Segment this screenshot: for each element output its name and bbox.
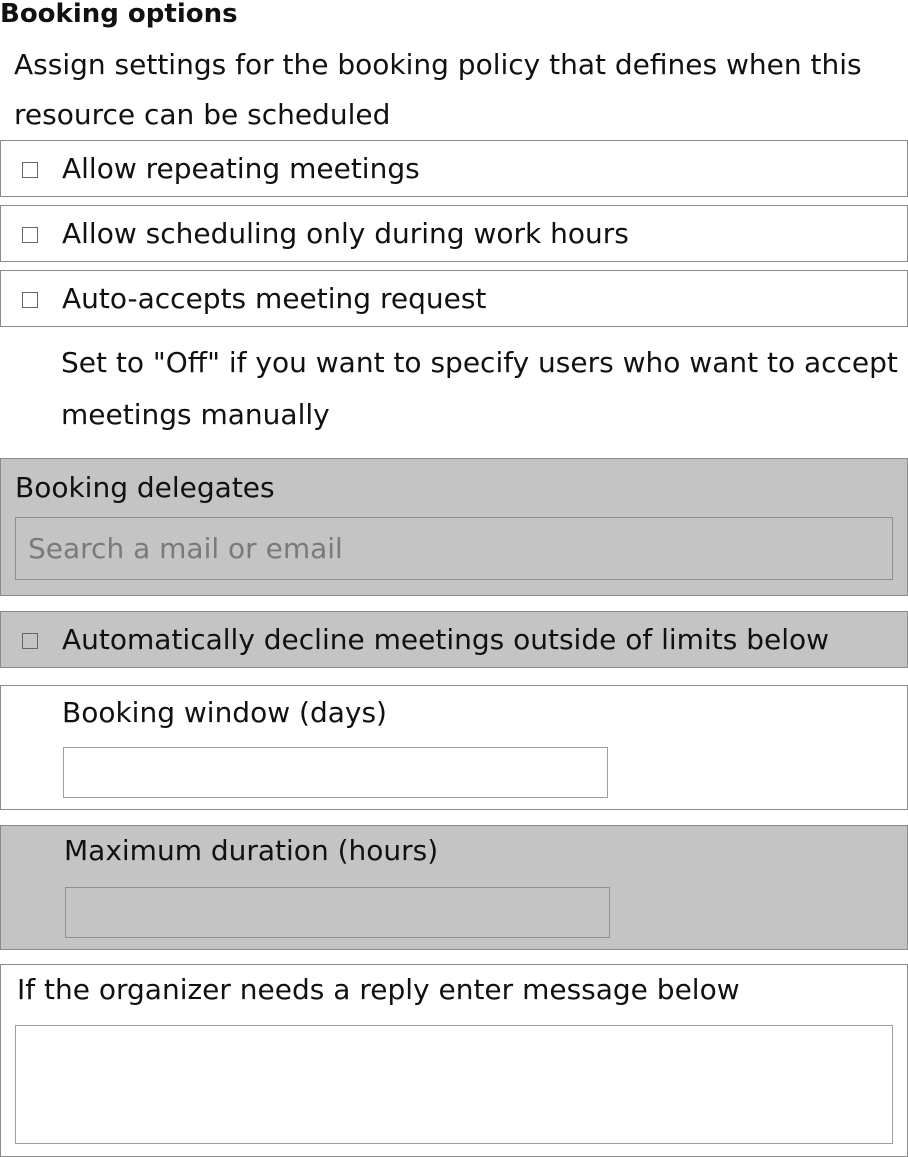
work-hours-only-checkbox[interactable]	[22, 227, 38, 243]
maximum-duration-panel	[0, 825, 908, 950]
work-hours-only-row[interactable]	[0, 205, 908, 262]
maximum-duration-label: Maximum duration (hours)	[64, 834, 439, 867]
auto-accept-help-text: Set to "Off" if you want to specify users who want to accept meetings manually	[61, 346, 898, 431]
auto-accept-row[interactable]	[0, 270, 908, 327]
booking-delegates-search-input[interactable]	[15, 517, 893, 580]
section-description: Assign settings for the booking policy that defines when this resource can be scheduled	[14, 48, 862, 131]
booking-delegates-panel	[0, 458, 908, 596]
maximum-duration-input[interactable]	[65, 887, 610, 938]
booking-window-input[interactable]	[63, 747, 608, 798]
work-hours-only-label: Allow scheduling only during work hours	[62, 217, 629, 250]
section-title: Booking options	[0, 0, 238, 29]
auto-accept-label: Auto-accepts meeting request	[62, 282, 487, 315]
booking-window-label: Booking window (days)	[62, 696, 387, 729]
allow-repeating-meetings-checkbox[interactable]	[22, 162, 38, 178]
organizer-reply-label: If the organizer needs a reply enter message below	[17, 973, 740, 1006]
booking-delegates-label: Booking delegates	[15, 471, 275, 504]
auto-decline-checkbox[interactable]	[22, 633, 38, 649]
booking-window-panel	[0, 685, 908, 810]
allow-repeating-meetings-label: Allow repeating meetings	[62, 152, 420, 185]
auto-decline-label: Automatically decline meetings outside of limits below	[62, 623, 830, 656]
organizer-reply-message-input[interactable]	[15, 1025, 893, 1144]
auto-decline-row[interactable]	[0, 611, 908, 668]
organizer-reply-panel	[0, 964, 908, 1157]
allow-repeating-meetings-row[interactable]	[0, 140, 908, 197]
auto-accept-checkbox[interactable]	[22, 292, 38, 308]
